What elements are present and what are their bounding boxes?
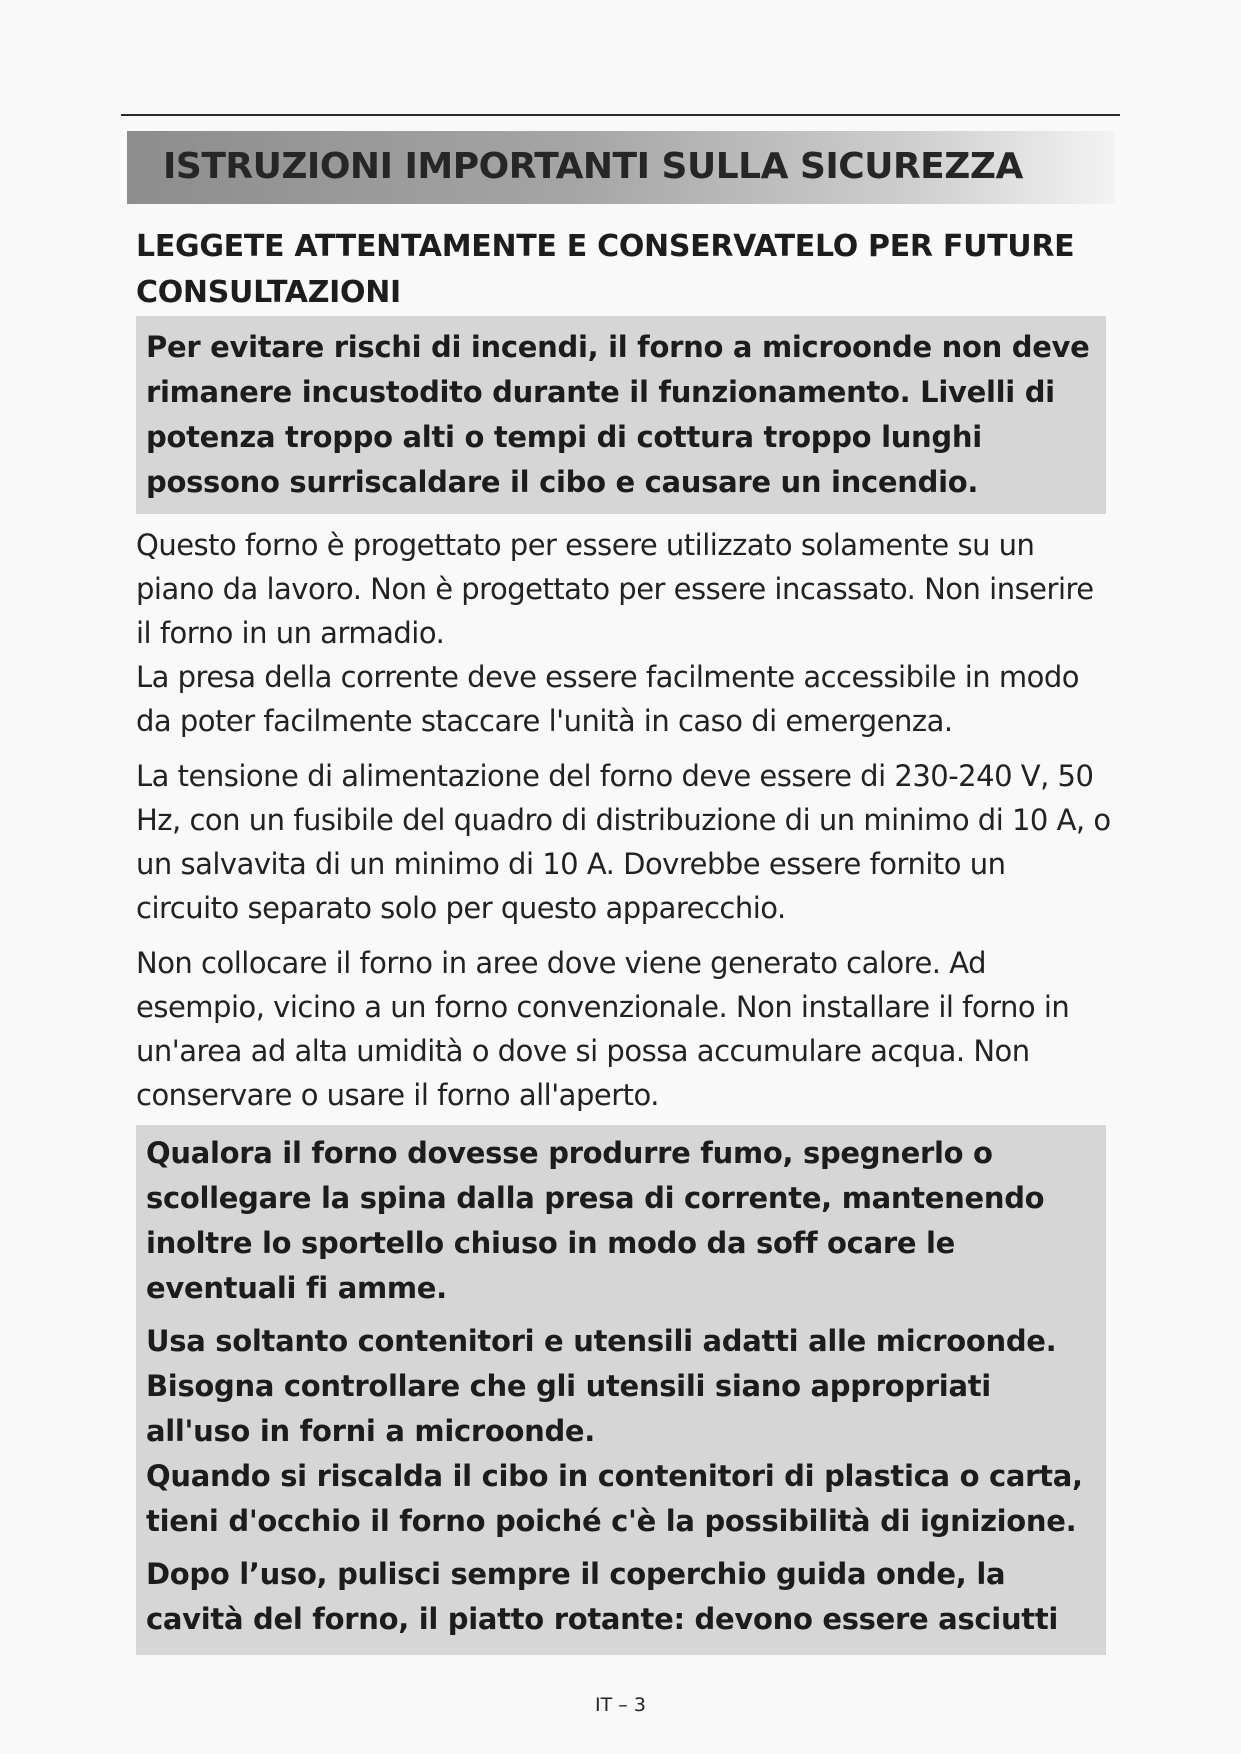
smoke-warning: Qualora il forno dovesse produrre fumo, spegnerlo o scollegare la spina dalla presa di corrente, mantenendo inoltre lo sportello chiuso in modo da soff ocare le eventuali fi amme. <box>146 1136 1045 1305</box>
containers-warning: Usa soltanto contenitori e utensili adatti alle microonde. Bisogna controllare che gli utensili siano appropriati all'uso in forni a microonde. <box>146 1324 1057 1448</box>
safety-warnings-box <box>136 1125 1106 1655</box>
subtitle <box>136 224 1116 316</box>
subtitle-line-1: LEGGETE ATTENTAMENTE E CONSERVATELO PER FUTURE <box>136 229 1075 264</box>
installation-instructions <box>136 523 1116 1117</box>
fire-warning-text: Per evitare rischi di incendi, il forno a microonde non deve rimanere incustodito durante il funzionamento. Livelli di potenza troppo alti o tempi di cottura troppo lunghi possono surriscaldare il cibo e causare un incendio. <box>146 330 1090 499</box>
socket-paragraph: La presa della corrente deve essere facilmente accessibile in modo da poter facilmente staccare l'unità in caso di emergenza. <box>136 660 1079 738</box>
power-supply-paragraph: La tensione di alimentazione del forno deve essere di 230-240 V, 50 Hz, con un fusibile del quadro di distribuzione di un minimo di 10 A, o un salvavita di un minimo di 10 A. Dovrebbe essere fornito un circuito separato solo per questo apparecchio. <box>136 759 1111 925</box>
fire-warning-box <box>136 316 1106 514</box>
page-number: IT – 3 <box>595 1694 646 1716</box>
location-paragraph: Non collocare il forno in aree dove viene generato calore. Ad esempio, vicino a un forno convenzionale. Non installare il forno in un'area ad alta umidità o dove si possa accumulare acqua. Non conservare o usare il forno all'aperto. <box>136 946 1070 1112</box>
plastic-paper-warning: Quando si riscalda il cibo in contenitori di plastica o carta, tieni d'occhio il forno poiché c'è la possibilità di ignizione. <box>146 1459 1083 1538</box>
top-rule <box>121 114 1120 116</box>
section-title: ISTRUZIONI IMPORTANTI SULLA SICUREZZA <box>163 146 1023 187</box>
subtitle-line-2: CONSULTAZIONI <box>136 275 401 310</box>
placement-paragraph: Questo forno è progettato per essere utilizzato solamente su un piano da lavoro. Non è progettato per essere incassato. Non inserire il forno in un armadio. <box>136 528 1094 650</box>
section-title-bar <box>127 131 1115 204</box>
cleaning-warning: Dopo l’uso, pulisci sempre il coperchio guida onde, la cavità del forno, il piatto rotante: devono essere asciutti <box>146 1557 1059 1636</box>
